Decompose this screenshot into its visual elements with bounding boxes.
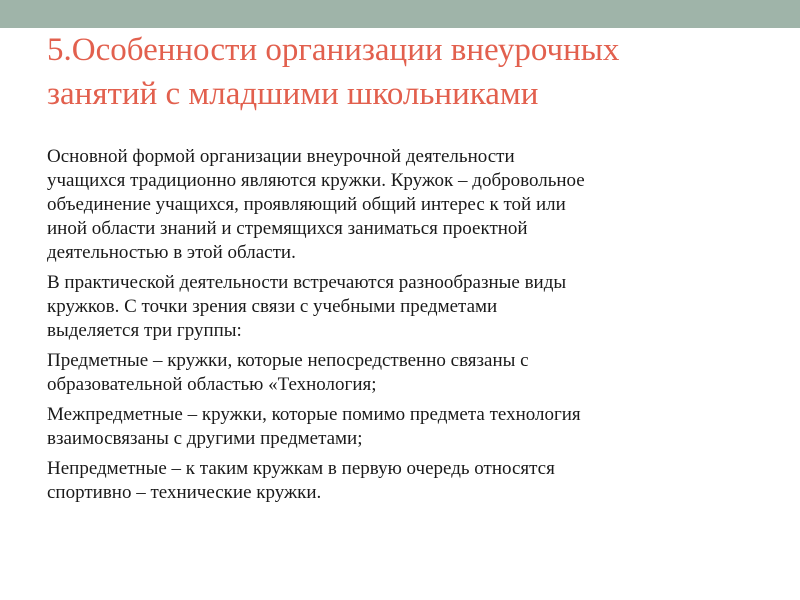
paragraph-interdisciplinary-circles: Межпредметные – кружки, которые помимо предмета технология взаимосвязаны с другими предметами;: [47, 404, 581, 449]
slide-title: 5.Особенности организации внеурочных занятий с младшими школьниками: [47, 32, 620, 112]
header-band: [0, 0, 800, 28]
paragraph-circle-types: В практической деятельности встречаются разнообразные виды кружков. С точки зрения связи с учебными предметами выделяется три группы:: [47, 272, 567, 341]
paragraph-non-subject-circles: Непредметные – к таким кружкам в первую очередь относятся спортивно – технические кружки.: [47, 458, 555, 503]
paragraph-subject-circles: Предметные – кружки, которые непосредственно связаны с образовательной областью «Технология;: [47, 350, 529, 395]
slide-content: [47, 145, 777, 511]
paragraph-circle-definition: Основной формой организации внеурочной деятельности учащихся традиционно являются кружки. Кружок – добровольное объединение учащихся, проявляющий общий интерес к той или иной области знаний и стремящихся заниматься проектной деятельностью в этой области.: [47, 146, 585, 263]
